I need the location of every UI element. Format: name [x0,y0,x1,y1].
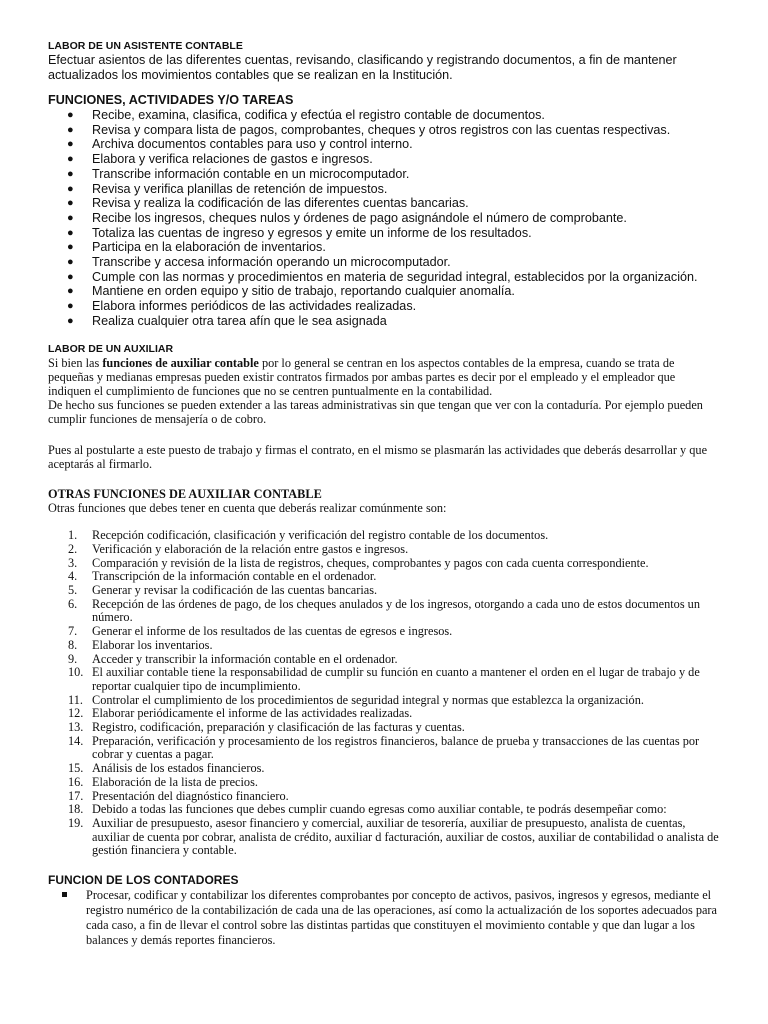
bullet-icon: ● [67,300,74,313]
bullet-icon: ● [67,182,74,195]
list-item: ● Elabora informes periódicos de las actividades realizadas. [67,299,417,314]
numbered-item [48,570,720,584]
bullet-icon: ● [67,197,74,210]
numbered-item [48,694,720,708]
otras-funciones-list [48,529,720,858]
list-item: ● Mantiene en orden equipo y sitio de trabajo, reportando cualquier anomalía. [67,284,515,299]
item-number: 19. [68,815,84,830]
item-text: Transcripción de la información contable en el ordenador. [92,569,377,584]
item-text: Recepción de las órdenes de pago, de los cheques anulados y de los ingresos, otorgando a cada uno de estos documentos un número. [92,596,700,625]
item-number: 11. [68,692,83,707]
bullet-icon: ● [67,256,74,269]
item-number: 16. [68,774,84,789]
numbered-item [48,735,720,762]
numbered-item [48,529,720,543]
asistente-paragraph: Efectuar asientos de las diferentes cuentas, revisando, clasificando y registrando documentos, a fin de mantener actualizados los movimientos contables que se realizan en la Institución. [48,53,677,82]
list-item: ● Participa en la elaboración de inventarios. [67,240,326,255]
numbered-item [48,762,720,776]
item-text: Controlar el cumplimiento de los procedimientos de seguridad integral y normas que establezca la organización. [92,692,644,707]
bullet-icon: ● [67,109,74,121]
numbered-item [48,666,720,693]
list-item: ● Recibe los ingresos, cheques nulos y órdenes de pago asignándole el número de comprobante. [67,210,627,225]
item-text: Generar y revisar la codificación de las cuentas bancarias. [92,582,378,597]
list-item: Procesar, codificar y contabilizar los diferentes comprobantes por concepto de activos, pasivos, ingresos y egresos, mediante el registro numérico de la contabilización de cada una de las operaciones, así como la actualización de los soportes adecuados para cada caso, a fin de llevar el control sobre las distintas partidas que constituyen el movimiento contable y que dan lugar a los balances y demás reportes financieros. [48,888,720,948]
item-number: 17. [68,788,84,803]
numbered-item [48,584,720,598]
item-number: 8. [68,637,78,652]
numbered-item [48,557,720,571]
item-text: Elaborar periódicamente el informe de las actividades realizadas. [92,706,413,721]
list-item: ● Transcribe información contable en un microcomputador. [67,166,410,181]
bold-phrase: funciones de auxiliar contable [102,355,259,370]
list-item: ● Revisa y compara lista de pagos, comprobantes, cheques y otros registros con las cuentas respectivas. [67,122,671,137]
list-item: ● Totaliza las cuentas de ingreso y egresos y emite un informe de los resultados. [67,225,532,240]
bullet-icon: ● [67,167,74,180]
bullet-icon: ● [67,226,74,239]
item-number: 4. [68,569,78,584]
item-number: 9. [68,651,78,666]
numbered-item [48,653,720,667]
item-number: 2. [68,541,78,556]
contadores-list [48,888,720,948]
section-heading-funciones: FUNCIONES, ACTIVIDADES Y/O TAREAS [48,93,294,107]
bullet-icon: ● [67,211,74,224]
numbered-item [48,543,720,557]
item-text: El auxiliar contable tiene la responsabilidad de cumplir su función en cuanto a mantener el orden en el lugar de trabajo y de reportar cualquier tipo de incumplimiento. [92,665,700,693]
numbered-item [48,707,720,721]
item-text: Comparación y revisión de la lista de registros, cheques, comprobantes y pagos con cada cuenta correspondiente. [92,555,649,570]
funciones-list [48,108,720,329]
list-item: ● Cumple con las normas y procedimientos en materia de seguridad integral, establecidos por la organización. [67,269,698,284]
numbered-item [48,721,720,735]
item-number: 6. [68,596,78,611]
item-number: 14. [68,733,84,748]
item-number: 3. [68,555,78,570]
item-text: Registro, codificación, preparación y clasificación de las facturas y cuentas. [92,720,465,735]
bullet-icon: ● [67,241,74,254]
numbered-item [48,625,720,639]
item-text: Auxiliar de presupuesto, asesor financiero y comercial, auxiliar de tesorería, auxiliar de presupuesto, analista de cuentas, auxiliar de cuenta por cobrar, analista de crédito, auxiliar d facturación, auxiliar de costos, auxiliar de contabilidad o analista de gestión financiera y contable. [92,815,719,858]
item-number: 1. [68,528,78,543]
section-heading-asistente: LABOR DE UN ASISTENTE CONTABLE [48,40,243,52]
numbered-item [48,803,720,817]
item-number: 15. [68,761,84,776]
item-text: Generar el informe de los resultados de las cuentas de egresos e ingresos. [92,624,453,639]
section-heading-contadores: FUNCION DE LOS CONTADORES [48,873,239,888]
item-text: Análisis de los estados financieros. [92,761,265,776]
list-item: ● Elabora y verifica relaciones de gastos e ingresos. [67,152,373,167]
document-page [48,40,720,948]
auxiliar-paragraph-1: Si bien las funciones de auxiliar contable por lo general se centran en los aspectos contables de la empresa, cuando se trata de pequeñas y medianas empresas pueden existir contratos firmados por ambas partes es decir por el empleado y el empleador que indiquen el cumplimiento de funciones que no se centren puntualmente en la contabilidad. [48,355,676,398]
item-number: 12. [68,706,84,721]
item-text: Debido a todas las funciones que debes cumplir cuando egresas como auxiliar contable, te podrás desempeñar como: [92,802,667,817]
item-text: Presentación del diagnóstico financiero. [92,788,289,803]
item-text: Verificación y elaboración de la relación entre gastos e ingresos. [92,541,409,556]
list-item: ● Revisa y realiza la codificación de las diferentes cuentas bancarias. [67,196,469,211]
numbered-item [48,598,720,625]
item-text: Preparación, verificación y procesamiento de los registros financieros, balance de prueba y transacciones de las cuentas por cobrar y cuentas a pagar. [92,733,700,762]
numbered-item [48,790,720,804]
item-number: 10. [68,665,84,680]
item-number: 5. [68,582,78,597]
numbered-item [48,776,720,790]
list-item: ● Transcribe y accesa información operando un microcomputador. [67,255,451,270]
bullet-icon: ● [67,270,74,283]
auxiliar-paragraph-3: Pues al postularte a este puesto de trabajo y firmas el contrato, en el mismo se plasmarán las actividades que deberás desarrollar y que aceptarás al firmarlo. [48,442,708,471]
item-text: Recepción codificación, clasificación y verificación del registro contable de los documentos. [92,528,549,543]
square-bullet-icon [62,892,67,897]
numbered-item [48,639,720,653]
bullet-icon: ● [67,138,74,151]
section-heading-auxiliar: LABOR DE UN AUXILIAR [48,342,174,355]
item-number: 13. [68,720,84,735]
bullet-icon: ● [67,153,74,166]
item-number: 7. [68,624,78,639]
section-heading-otras-funciones: OTRAS FUNCIONES DE AUXILIAR CONTABLE [48,486,322,501]
bullet-icon: ● [67,314,74,327]
item-text: Elaborar los inventarios. [92,637,213,652]
list-item: ● Realiza cualquier otra tarea afín que le sea asignada [67,313,387,328]
list-item: ● Archiva documentos contables para uso y control interno. [67,137,413,152]
list-item: ● Recibe, examina, clasifica, codifica y efectúa el registro contable de documentos. [67,108,545,122]
numbered-item [48,817,720,858]
auxiliar-paragraph-2: De hecho sus funciones se pueden extender a las tareas administrativas sin que tengan que ver con la contaduría. Por ejemplo pueden cumplir funciones de mensajería o de cobro. [48,398,703,427]
item-number: 18. [68,802,84,817]
item-text: Elaboración de la lista de precios. [92,774,258,789]
otras-funciones-intro: Otras funciones que debes tener en cuenta que deberás realizar comúnmente son: [48,500,447,515]
item-text: Acceder y transcribir la información contable en el ordenador. [92,651,398,666]
bullet-icon: ● [67,285,74,298]
list-item: ● Revisa y verifica planillas de retención de impuestos. [67,181,388,196]
bullet-icon: ● [67,123,74,136]
